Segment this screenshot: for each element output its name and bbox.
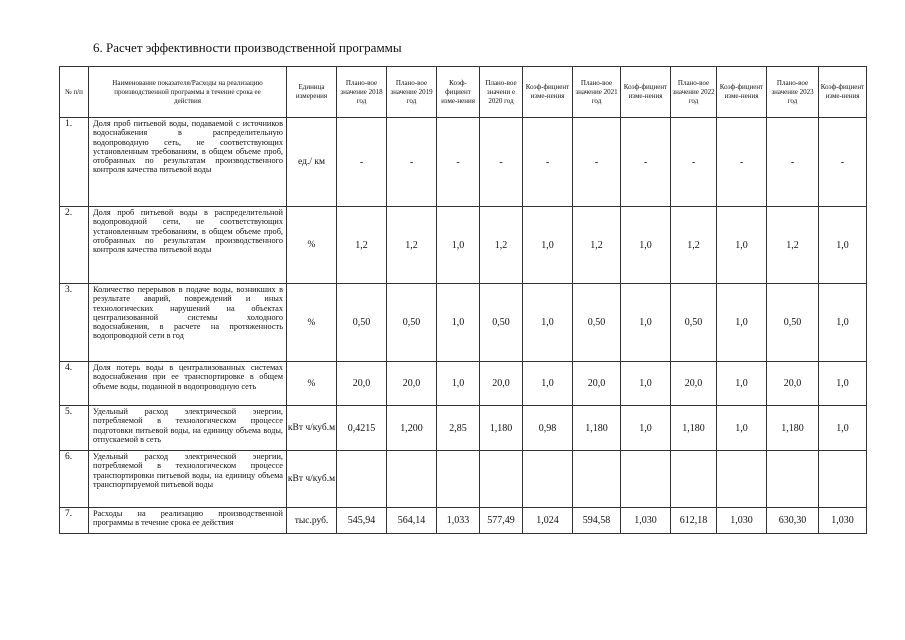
row-value: - (767, 118, 819, 207)
header-cell: Плано-вое значени е 2020 год (480, 67, 523, 118)
row-value: 0,50 (573, 284, 621, 362)
row-value: 1,2 (337, 207, 387, 284)
row-value: 1,0 (523, 284, 573, 362)
row-value: 1,0 (621, 284, 671, 362)
table-row (60, 207, 867, 284)
row-value (523, 451, 573, 508)
row-value: - (480, 118, 523, 207)
header-cell: Плано-вое значение 2021 год (573, 67, 621, 118)
row-number: 2. (60, 207, 89, 284)
row-unit: кВт ч/куб.м (287, 451, 337, 508)
row-value: 1,030 (819, 508, 867, 534)
header-cell: Коэф-фициент изме-нения (437, 67, 480, 118)
row-value: 1,0 (819, 406, 867, 451)
row-value: 1,0 (819, 207, 867, 284)
row-value: - (337, 118, 387, 207)
row-value: 564,14 (387, 508, 437, 534)
table-row (60, 508, 867, 534)
row-value: 1,2 (387, 207, 437, 284)
row-value: 20,0 (671, 362, 717, 406)
row-value: 0,50 (387, 284, 437, 362)
table-body (60, 118, 867, 534)
row-value: 1,0 (621, 406, 671, 451)
row-value: 1,024 (523, 508, 573, 534)
row-value: 20,0 (573, 362, 621, 406)
row-value: 1,180 (671, 406, 717, 451)
row-value: 1,030 (717, 508, 767, 534)
row-value (717, 451, 767, 508)
row-value: - (523, 118, 573, 207)
row-unit: % (287, 284, 337, 362)
row-name: Удельный расход электрической энергии, потребляемой в технологическом процессе подготовки питьевой воды, на единицу объема воды, отпускаемой в сеть (89, 406, 287, 451)
row-value: 1,0 (717, 284, 767, 362)
row-value: 630,30 (767, 508, 819, 534)
row-unit: % (287, 207, 337, 284)
row-value (621, 451, 671, 508)
row-value: 1,0 (717, 207, 767, 284)
row-value: 0,50 (480, 284, 523, 362)
row-value (671, 451, 717, 508)
header-cell: Коэф-фициент изме-нения (819, 67, 867, 118)
row-value: 577,49 (480, 508, 523, 534)
row-value: 1,180 (480, 406, 523, 451)
header-cell: Плано-вое значение 2019 год (387, 67, 437, 118)
row-unit: кВт ч/куб.м (287, 406, 337, 451)
row-value: 1,0 (819, 362, 867, 406)
header-cell: Наименование показателя/Расходы на реализацию производственной программы в течение срока ее действия (89, 67, 287, 118)
row-value: - (621, 118, 671, 207)
header-cell: Плано-вое значение 2018 год (337, 67, 387, 118)
row-name: Расходы на реализацию производственной программы в течение срока ее действия (89, 508, 287, 534)
row-value: 1,0 (523, 207, 573, 284)
row-value: 20,0 (767, 362, 819, 406)
header-cell: Коэф-фициент изме-нения (621, 67, 671, 118)
row-value: - (717, 118, 767, 207)
row-name: Доля проб питьевой воды в распределительной водопроводной сети, не соответствующих установленным требованиям, в общем объеме проб, отобранных по результатам производственного контроля качества питьевой воды (89, 207, 287, 284)
row-unit: ед./ км (287, 118, 337, 207)
row-value: 1,200 (387, 406, 437, 451)
row-number: 6. (60, 451, 89, 508)
row-name: Количество перерывов в подаче воды, возникших в результате аварий, повреждений и иных технологических нарушений на объектах централизованной системы холодного водоснабжения, в расчете на протяженность водопроводной сети в год (89, 284, 287, 362)
row-name: Доля проб питьевой воды, подаваемой с источников водоснабжения в распределительную водопроводную сеть, не соответствующих установленным требованиям, в общем объеме проб, отобранных по результатам производственного контроля качества питьевой воды (89, 118, 287, 207)
row-value: 1,2 (573, 207, 621, 284)
row-value: - (573, 118, 621, 207)
row-number: 5. (60, 406, 89, 451)
row-value: 1,2 (480, 207, 523, 284)
header-cell: № п/п (60, 67, 89, 118)
efficiency-table (59, 66, 867, 534)
row-unit: тыс.руб. (287, 508, 337, 534)
row-value: 0,50 (337, 284, 387, 362)
row-value: 594,58 (573, 508, 621, 534)
row-value: 0,4215 (337, 406, 387, 451)
row-value: 1,0 (621, 207, 671, 284)
table-row (60, 406, 867, 451)
row-value: 1,033 (437, 508, 480, 534)
row-value: 1,0 (437, 207, 480, 284)
row-value (819, 451, 867, 508)
row-value: 20,0 (387, 362, 437, 406)
row-value: 1,0 (523, 362, 573, 406)
page-title: 6. Расчет эффективности производственной программы (93, 40, 402, 55)
row-value (573, 451, 621, 508)
row-value: - (671, 118, 717, 207)
header-cell: Коэф-фициент изме-нения (717, 67, 767, 118)
row-value: 612,18 (671, 508, 717, 534)
row-value: 1,0 (621, 362, 671, 406)
row-value (480, 451, 523, 508)
row-value: 1,0 (437, 362, 480, 406)
table-row (60, 362, 867, 406)
row-name: Доля потерь воды в централизованных системах водоснабжения при ее транспортировке в общем объеме воды, поданной в водопроводную сеть (89, 362, 287, 406)
row-number: 4. (60, 362, 89, 406)
row-value: 1,0 (819, 284, 867, 362)
row-number: 7. (60, 508, 89, 534)
row-value: 0,50 (671, 284, 717, 362)
row-value: 1,180 (573, 406, 621, 451)
table-header-row (60, 67, 867, 118)
row-value: 1,0 (717, 406, 767, 451)
row-value: 20,0 (480, 362, 523, 406)
row-value: - (387, 118, 437, 207)
header-cell: Единица измерения (287, 67, 337, 118)
row-value (767, 451, 819, 508)
row-value: - (437, 118, 480, 207)
table-row (60, 284, 867, 362)
row-value (337, 451, 387, 508)
row-value: 2,85 (437, 406, 480, 451)
row-value: 1,180 (767, 406, 819, 451)
row-value: 545,94 (337, 508, 387, 534)
header-cell: Плано-вое значение 2023 год (767, 67, 819, 118)
table-row (60, 118, 867, 207)
row-number: 1. (60, 118, 89, 207)
row-value: 1,0 (437, 284, 480, 362)
row-value: 1,2 (671, 207, 717, 284)
header-cell: Плано-вое значение 2022 год (671, 67, 717, 118)
row-value: - (819, 118, 867, 207)
row-unit: % (287, 362, 337, 406)
row-value (387, 451, 437, 508)
row-value: 1,030 (621, 508, 671, 534)
row-value: 1,0 (717, 362, 767, 406)
row-value (437, 451, 480, 508)
row-value: 1,2 (767, 207, 819, 284)
header-cell: Коэф-фициент изме-нения (523, 67, 573, 118)
table-row (60, 451, 867, 508)
row-value: 20,0 (337, 362, 387, 406)
row-value: 0,98 (523, 406, 573, 451)
row-name: Удельный расход электрической энергии, потребляемой в технологическом процессе транспортировки питьевой воды, на единицу объема транспортируемой питьевой воды (89, 451, 287, 508)
row-value: 0,50 (767, 284, 819, 362)
row-number: 3. (60, 284, 89, 362)
